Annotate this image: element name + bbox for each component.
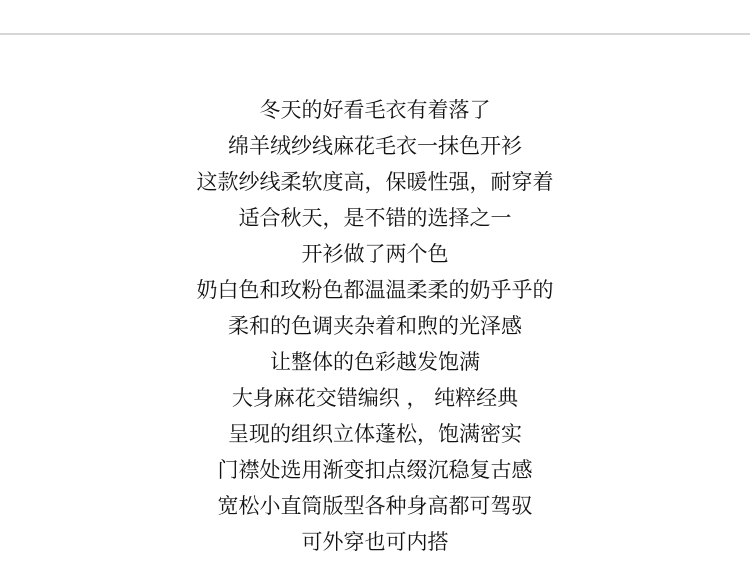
article-line: 适合秋天，是不错的选择之一	[238, 206, 512, 230]
article-line: 开衫做了两个色	[301, 242, 449, 266]
article-line: 可外穿也可内搭	[301, 530, 449, 554]
article-line: 奶白色和玫粉色都温温柔柔的奶乎乎的	[196, 278, 554, 302]
article-line: 让整体的色彩越发饱满	[270, 350, 480, 374]
article-line: 这款纱线柔软度高，保暖性强，耐穿着	[196, 170, 554, 194]
article-line: 绵羊绒纱线麻花毛衣一抹色开衫	[228, 134, 522, 158]
article-body	[0, 92, 750, 560]
article-line: 门襟处选用渐变扣点缀沉稳复古感	[217, 458, 533, 482]
article-line: 呈现的组织立体蓬松，饱满密实	[228, 422, 522, 446]
article-line: 冬天的好看毛衣有着落了	[259, 98, 491, 122]
article-line: 大身麻花交错编织 ， 纯粹经典	[231, 386, 519, 410]
article-line: 柔和的色调夹杂着和煦的光泽感	[228, 314, 522, 338]
header-divider	[0, 33, 750, 35]
article-line: 宽松小直筒版型各种身高都可驾驭	[217, 494, 533, 518]
